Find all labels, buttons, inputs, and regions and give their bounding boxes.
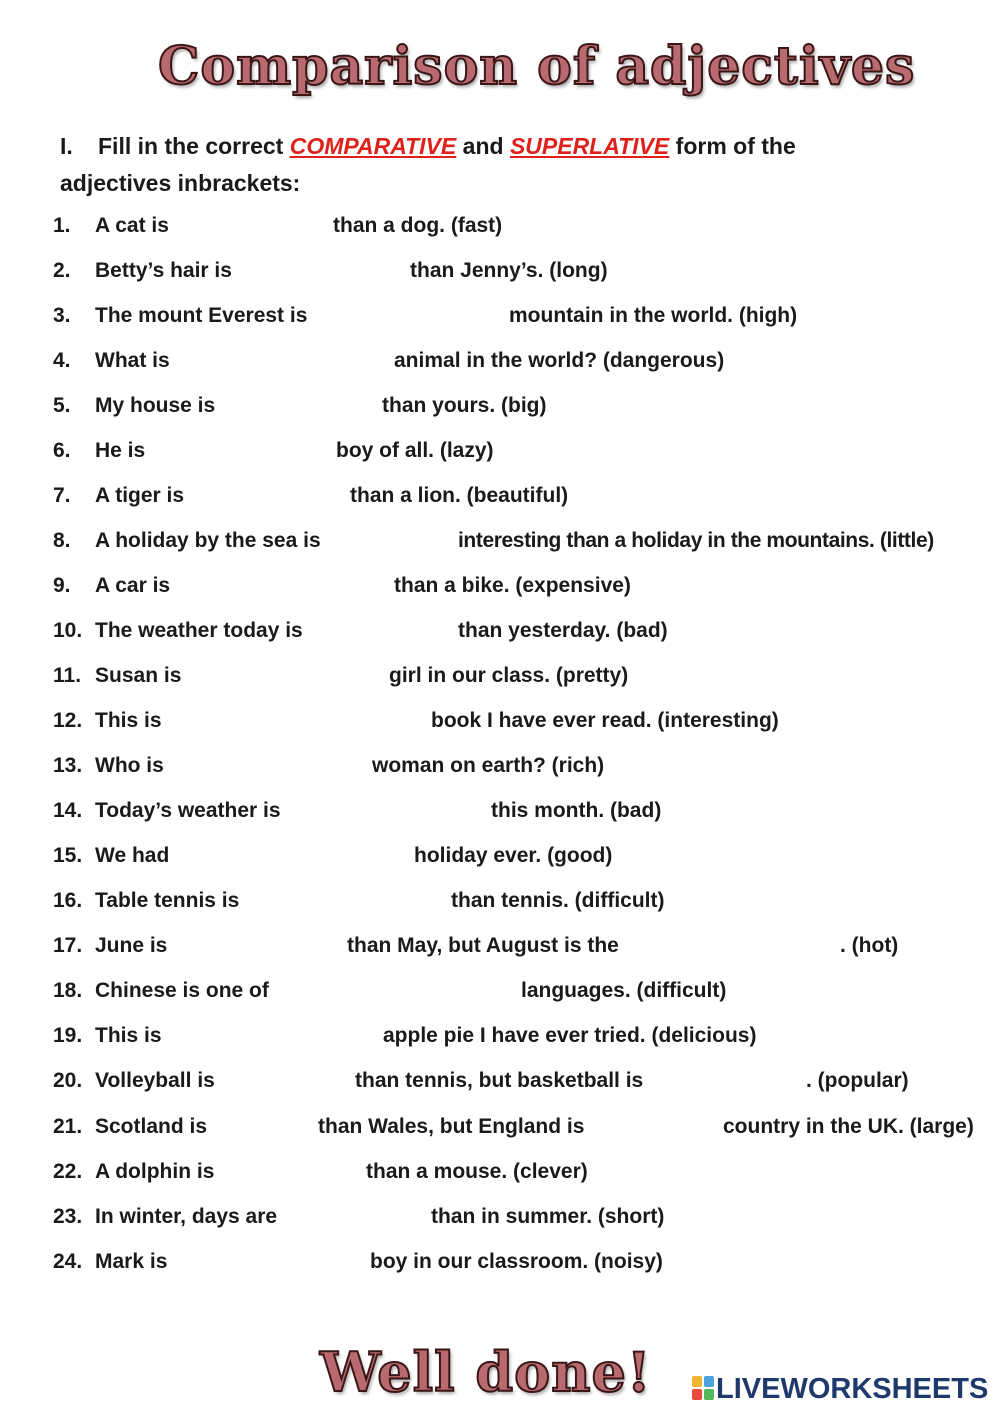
item-continuation: boy of all. (lazy) — [336, 439, 494, 462]
exercise-item-9 — [0, 568, 999, 608]
item-continuation: languages. (difficult) — [521, 979, 727, 1002]
exercise-item-20 — [0, 1063, 999, 1103]
item-continuation: apple pie I have ever tried. (delicious) — [383, 1024, 757, 1047]
item-prompt: Volleyball is — [95, 1069, 215, 1092]
exercise-item-14 — [0, 793, 999, 833]
item-prompt: Susan is — [95, 664, 182, 687]
item-prompt: A car is — [95, 574, 171, 597]
exercise-item-18 — [0, 973, 999, 1013]
item-number: 3. — [53, 304, 71, 327]
item-continuation: than tennis, but basketball is — [355, 1069, 644, 1092]
item-number: 16. — [53, 889, 83, 912]
instruction-and: and — [462, 133, 504, 159]
item-number: 18. — [53, 979, 83, 1002]
exercise-item-4 — [0, 343, 999, 383]
exercise-item-24 — [0, 1244, 999, 1284]
instruction-text-2: form of the — [675, 133, 796, 159]
item-prompt: The weather today is — [95, 619, 303, 642]
item-prompt: June is — [95, 934, 168, 957]
item-continuation: animal in the world? (dangerous) — [394, 349, 725, 372]
exercise-item-23 — [0, 1199, 999, 1239]
instructions — [60, 128, 940, 202]
item-number: 20. — [53, 1069, 83, 1092]
exercise-item-7 — [0, 478, 999, 518]
exercise-item-6 — [0, 433, 999, 473]
item-number: 17. — [53, 934, 83, 957]
worksheet-title: Comparison of adjectives — [158, 36, 916, 97]
exercise-item-2 — [0, 253, 999, 293]
item-number: 11. — [53, 664, 82, 687]
item-prompt: Mark is — [95, 1250, 168, 1273]
item-continuation: than Wales, but England is — [318, 1115, 585, 1138]
exercise-item-1 — [0, 208, 999, 248]
exercise-item-13 — [0, 748, 999, 788]
item-prompt: My house is — [95, 394, 216, 417]
item-prompt: In winter, days are — [95, 1205, 278, 1228]
exercise-item-19 — [0, 1018, 999, 1058]
item-prompt: This is — [95, 709, 162, 732]
item-number: 9. — [53, 574, 71, 597]
item-continuation: woman on earth? (rich) — [372, 754, 605, 777]
item-prompt: Today’s weather is — [95, 799, 281, 822]
item-ending: . (hot) — [840, 934, 899, 957]
item-prompt: Scotland is — [95, 1115, 208, 1138]
item-continuation: than a mouse. (clever) — [366, 1160, 588, 1183]
instruction-text-3: adjectives inbrackets: — [60, 170, 301, 196]
item-prompt: The mount Everest is — [95, 304, 308, 327]
exercise-item-17 — [0, 928, 999, 968]
item-number: 6. — [53, 439, 71, 462]
item-prompt: He is — [95, 439, 146, 462]
item-prompt: Betty’s hair is — [95, 259, 232, 282]
item-continuation: boy in our classroom. (noisy) — [370, 1250, 663, 1273]
item-prompt: A tiger is — [95, 484, 185, 507]
item-number: 2. — [53, 259, 71, 282]
item-prompt: A holiday by the sea is — [95, 529, 321, 552]
item-prompt: Chinese is one of — [95, 979, 269, 1002]
item-number: 19. — [53, 1024, 83, 1047]
item-number: 15. — [53, 844, 83, 867]
item-number: 5. — [53, 394, 71, 417]
exercise-item-11 — [0, 658, 999, 698]
item-continuation: than a dog. (fast) — [333, 214, 503, 237]
item-continuation: girl in our class. (pretty) — [389, 664, 629, 687]
item-number: 14. — [53, 799, 83, 822]
exercise-item-5 — [0, 388, 999, 428]
exercise-item-10 — [0, 613, 999, 653]
exercise-item-16 — [0, 883, 999, 923]
exercise-item-3 — [0, 298, 999, 338]
item-continuation: mountain in the world. (high) — [509, 304, 798, 327]
item-number: 4. — [53, 349, 71, 372]
liveworksheets-badge-icon — [692, 1376, 714, 1400]
item-number: 12. — [53, 709, 83, 732]
item-prompt: Table tennis is — [95, 889, 240, 912]
item-continuation: than a lion. (beautiful) — [350, 484, 569, 507]
item-continuation: this month. (bad) — [491, 799, 662, 822]
item-prompt: A cat is — [95, 214, 169, 237]
item-prompt: A dolphin is — [95, 1160, 215, 1183]
item-ending: . (popular) — [806, 1069, 909, 1092]
section-number: I. — [60, 133, 73, 159]
item-number: 1. — [53, 214, 71, 237]
item-ending: country in the UK. (large) — [723, 1115, 974, 1138]
liveworksheets-logo-text: LIVEWORKSHEETS — [716, 1373, 989, 1405]
exercise-item-15 — [0, 838, 999, 878]
exercise-item-21 — [0, 1109, 999, 1149]
item-continuation: than May, but August is the — [347, 934, 619, 957]
item-continuation: holiday ever. (good) — [414, 844, 613, 867]
item-continuation: than tennis. (difficult) — [451, 889, 665, 912]
comparative-keyword: COMPARATIVE — [289, 133, 457, 159]
item-continuation: book I have ever read. (interesting) — [431, 709, 779, 732]
item-number: 10. — [53, 619, 83, 642]
item-prompt: We had — [95, 844, 170, 867]
item-number: 21. — [53, 1115, 83, 1138]
item-prompt: This is — [95, 1024, 162, 1047]
item-number: 7. — [53, 484, 71, 507]
item-continuation: than Jenny’s. (long) — [410, 259, 608, 282]
superlative-keyword: SUPERLATIVE — [509, 133, 670, 159]
exercise-item-22 — [0, 1154, 999, 1194]
item-prompt: Who is — [95, 754, 164, 777]
item-number: 24. — [53, 1250, 83, 1273]
item-number: 23. — [53, 1205, 83, 1228]
item-prompt: What is — [95, 349, 170, 372]
exercise-item-12 — [0, 703, 999, 743]
item-continuation: than yesterday. (bad) — [458, 619, 668, 642]
instruction-text-1: Fill in the correct — [98, 133, 284, 159]
item-number: 8. — [53, 529, 71, 552]
item-continuation: than in summer. (short) — [431, 1205, 665, 1228]
exercise-item-8 — [0, 523, 999, 563]
item-continuation: interesting than a holiday in the mountains. (little) — [458, 529, 934, 552]
well-done-banner: Well done! — [320, 1340, 652, 1404]
item-number: 13. — [53, 754, 83, 777]
item-number: 22. — [53, 1160, 83, 1183]
item-continuation: than a bike. (expensive) — [394, 574, 631, 597]
item-continuation: than yours. (big) — [382, 394, 547, 417]
